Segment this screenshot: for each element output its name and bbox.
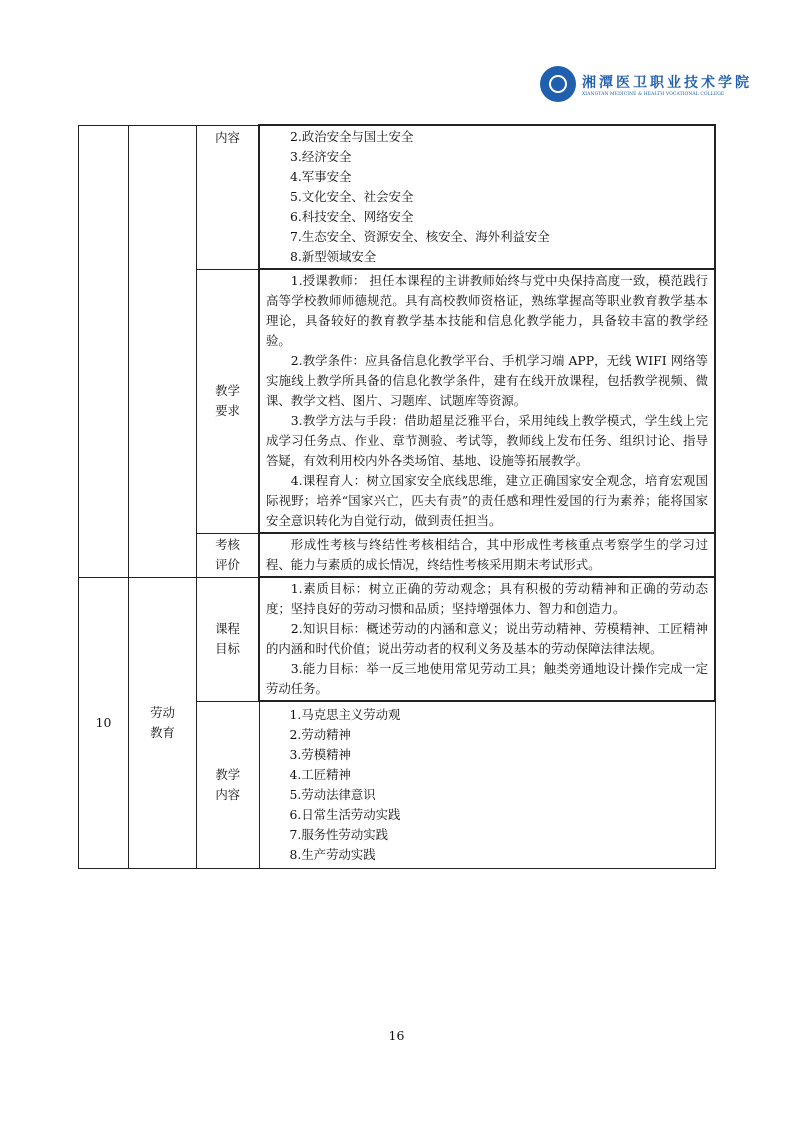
list-item: 8.生产劳动实践: [289, 846, 376, 862]
paragraph: 2.教学条件：应具备信息化教学平台、手机学习端 APP，无线 WIFI 网络等实施线上教学所具备的信息化教学条件，建有在线开放课程，包括教学视频、微课、教学文档、图片、习题库、试题库等资源。: [266, 353, 708, 408]
content-cell-10: [259, 701, 715, 868]
college-logo: [540, 66, 752, 102]
prev-no-cell: [79, 125, 129, 577]
prev-content-cell: [259, 125, 715, 269]
logo-en: XIANGTAN MEDICINE & HEALTH VOCATIONAL COLLEGE: [582, 91, 725, 97]
goal-cell: [259, 577, 715, 701]
list-item: 7.服务性劳动实践: [289, 826, 389, 842]
label-line: 内容: [215, 786, 241, 802]
course-table: [78, 124, 716, 869]
list-item: 3.劳模精神: [289, 746, 351, 762]
list-item: 3.经济安全: [290, 149, 352, 164]
list-item: 6.日常生活劳动实践: [289, 806, 401, 822]
paragraph: 4.课程育人：树立国家安全底线思维，建立正确国家安全观念，培育宏观国际视野；培养“国家兴亡，匹夫有责”的责任感和理性爱国的行为素养；能将国家安全意识转化为自觉行动，做到责任担当。: [266, 473, 708, 528]
content-label-10: [197, 701, 260, 868]
course-name: [129, 577, 197, 868]
paragraph: 1.素质目标：树立正确的劳动观念；具有积极的劳动精神和正确的劳动态度；坚持良好的劳动习惯和品质；坚持增强体力、智力和创造力。: [266, 581, 708, 616]
paragraph: 2.知识目标：概述劳动的内涵和意义；说出劳动精神、劳模精神、工匠精神的内涵和时代价值；说出劳动者的权利义务及基本的劳动保障法律法规。: [266, 621, 708, 656]
label-line: 劳动: [150, 704, 175, 720]
paragraph: 3.教学方法与手段：借助超星泛雅平台，采用纯线上教学模式，学生线上完成学习任务点、作业、章节测验、考试等，教师线上发布任务、组织讨论、指导答疑，有效利用校内外各类场馆、基地、设施等拓展教学。: [266, 413, 708, 468]
label-line: 目标: [215, 641, 240, 656]
label-line: 教学: [215, 766, 241, 782]
list-item: 4.工匠精神: [289, 766, 351, 782]
label-line: 要求: [215, 403, 240, 418]
eval-label: [197, 533, 260, 577]
req-cell: [259, 269, 715, 533]
page-number: 16: [388, 1028, 405, 1043]
list-item: 7.生态安全、资源安全、核安全、海外利益安全: [290, 229, 550, 244]
label-line: 课程: [215, 621, 240, 636]
req-label: [197, 269, 260, 533]
row-number: 10: [79, 577, 129, 868]
label-line: 教育: [150, 724, 175, 740]
content-label: 内容: [197, 125, 260, 269]
paragraph: 形成性考核与终结性考核相结合，其中形成性考核重点考察学生的学习过程、能力与素质的成长情况，终结性考核采用期末考试形式。: [266, 537, 708, 572]
list-item: 5.文化安全、社会安全: [290, 189, 414, 204]
list-item: 2.政治安全与国土安全: [290, 129, 414, 144]
list-item: 4.军事安全: [290, 169, 352, 184]
list-item: 2.劳动精神: [289, 726, 351, 742]
goal-label: [197, 577, 260, 701]
paragraph: 1.授课教师： 担任本课程的主讲教师始终与党中央保持高度一致，模范践行高等学校教师师德规范。具有高校教师资格证，熟练掌握高等职业教育教学基本理论，具备较好的教育教学基本技能和信息化教学能力，具备较丰富的教学经验。: [266, 273, 708, 348]
logo-cn: 湘潭医卫职业技术学院: [582, 74, 752, 91]
label-line: 考核: [215, 537, 240, 552]
paragraph: 3.能力目标：举一反三地使用常见劳动工具；触类旁通地设计操作完成一定劳动任务。: [266, 661, 708, 696]
list-item: 6.科技安全、网络安全: [290, 209, 414, 224]
label-line: 评价: [215, 557, 240, 572]
list-item: 8.新型领域安全: [290, 249, 377, 264]
label-line: 教学: [215, 383, 240, 398]
prev-name-cell: [129, 125, 197, 577]
eval-cell: [259, 533, 715, 577]
list-item: 5.劳动法律意识: [289, 786, 376, 802]
list-item: 1.马克思主义劳动观: [289, 706, 401, 722]
college-seal-icon: [540, 66, 576, 102]
